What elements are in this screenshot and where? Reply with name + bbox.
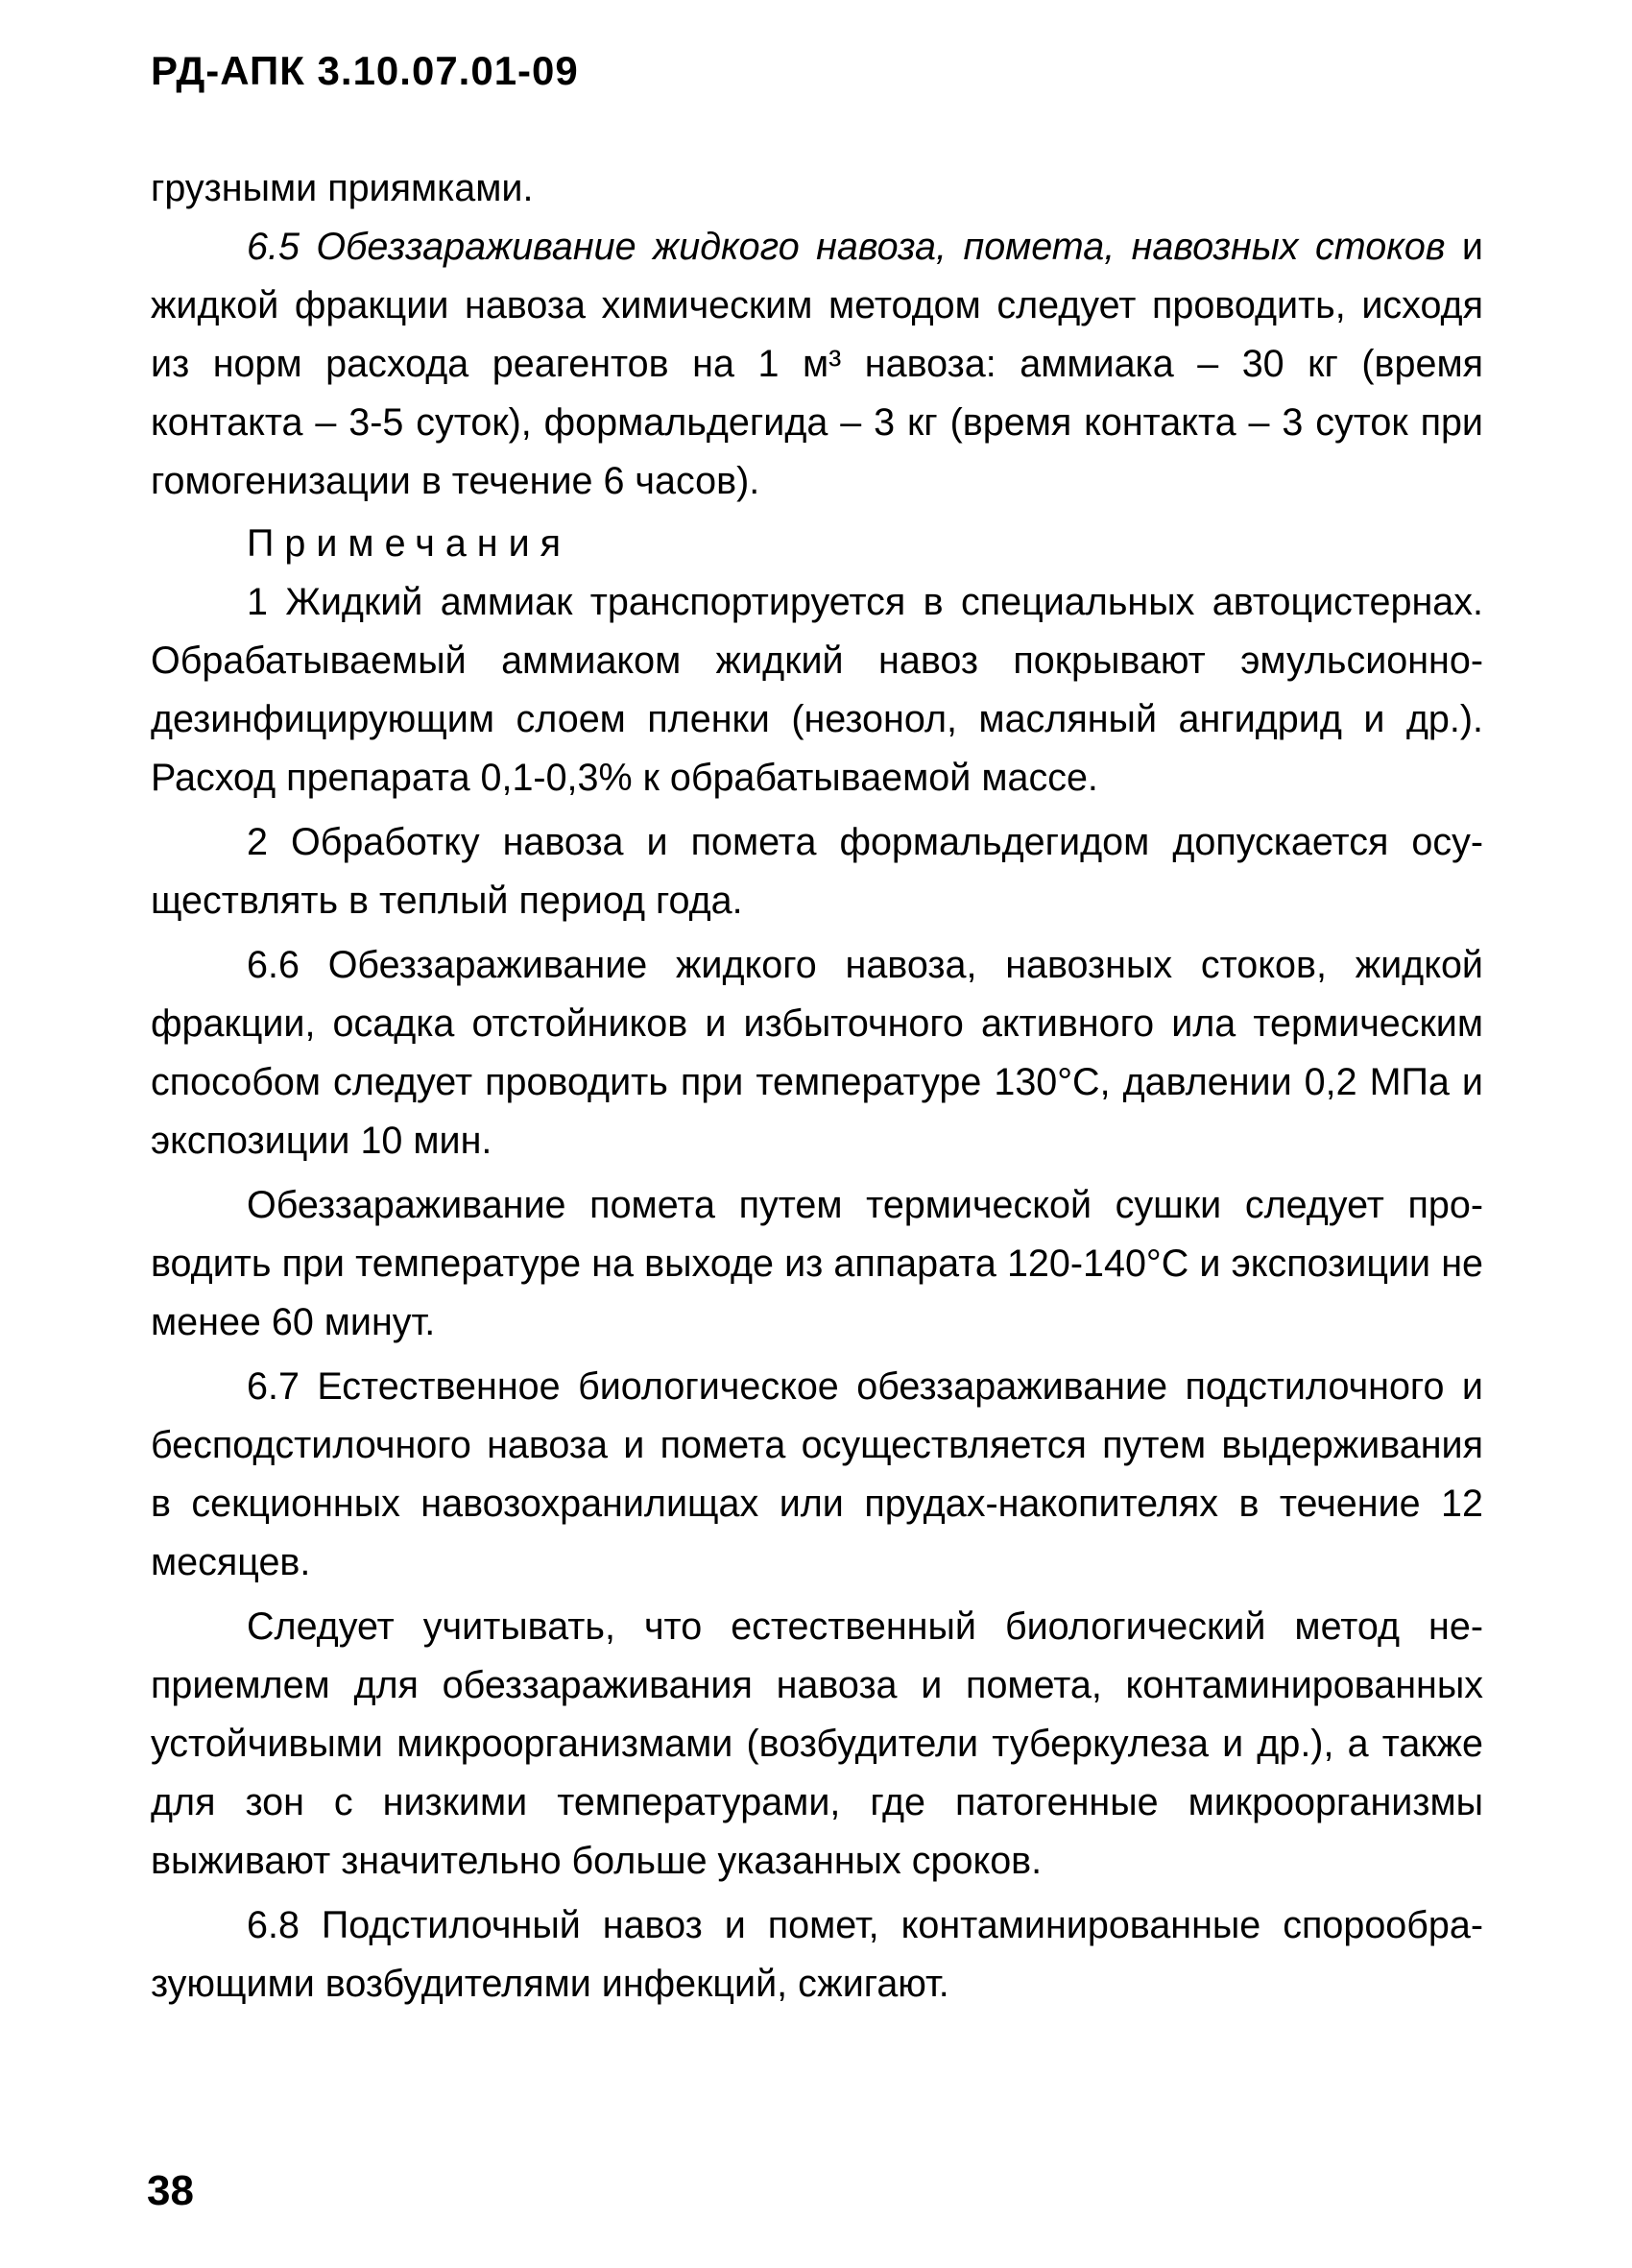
- paragraph-6-8: 6.8 Подстилочный навоз и помет, контаминированные спорообразующими возбудителями инфекций, сжигают.: [151, 1904, 1483, 2005]
- document-body: [151, 159, 1483, 2014]
- page-number: 38: [147, 2167, 194, 2214]
- paragraph-continuation: грузными приямками.: [151, 167, 534, 209]
- paragraph-6-5-italic-lead: 6.5 Обеззараживание жидкого навоза, помета, навозных стоков: [247, 226, 1446, 268]
- paragraph-6-7: 6.7 Естественное биологическое обеззараживание подстилочного и бесподстилочного навоза и помета осуществляется путем выдерживания в секционных навозохранилищах или прудах-накопителях в течение 12 месяцев.: [151, 1365, 1483, 1583]
- paragraph-6-5-text: и жидкой фракции навоза химическим методом следует проводить, исходя из норм расхода реагентов на 1 м³ навоза: аммиака – 30 кг (время контакта – 3-5 суток), формальдегида – 3 кг (время контакта – 3 суток при гомогенизации в течение 6 часов).: [151, 226, 1483, 502]
- document-code-header: РД-АПК 3.10.07.01-09: [151, 48, 579, 93]
- note-1: 1 Жидкий аммиак транспортируется в специальных автоцистернах. Обрабатываемый аммиаком жидкий навоз покрывают эмульсионно-дезинфицирующим слоем пленки (незонол, масляный ангидрид и др.). Расход препарата 0,1-0,3% к обрабатываемой массе.: [151, 581, 1483, 799]
- paragraph-6-7-note: Следует учитывать, что естественный биологический метод неприемлем для обеззараживания навоза и помета, контаминированных устойчивыми микроорганизмами (возбудители туберкулеза и др.), а также для зон с низкими температурами, где патогенные микроорганизмы выживают значительно больше указанных сроков.: [151, 1605, 1483, 1882]
- paragraph-6-5: [151, 218, 1483, 511]
- paragraph-6-6-thermal-drying: Обеззараживание помета путем термической сушки следует проводить при температуре на выходе из аппарата 120-140°С и экспозиции не менее 60 минут.: [151, 1184, 1483, 1343]
- paragraph-6-6: 6.6 Обеззараживание жидкого навоза, навозных стоков, жидкой фракции, осадка отстойников и избыточного активного ила термическим способом следует проводить при температуре 130°С, давлении 0,2 МПа и экспозиции 10 мин.: [151, 944, 1483, 1162]
- note-2: 2 Обработку навоза и помета формальдегидом допускается осуществлять в теплый период года.: [151, 821, 1483, 922]
- notes-heading: Примечания: [247, 522, 572, 565]
